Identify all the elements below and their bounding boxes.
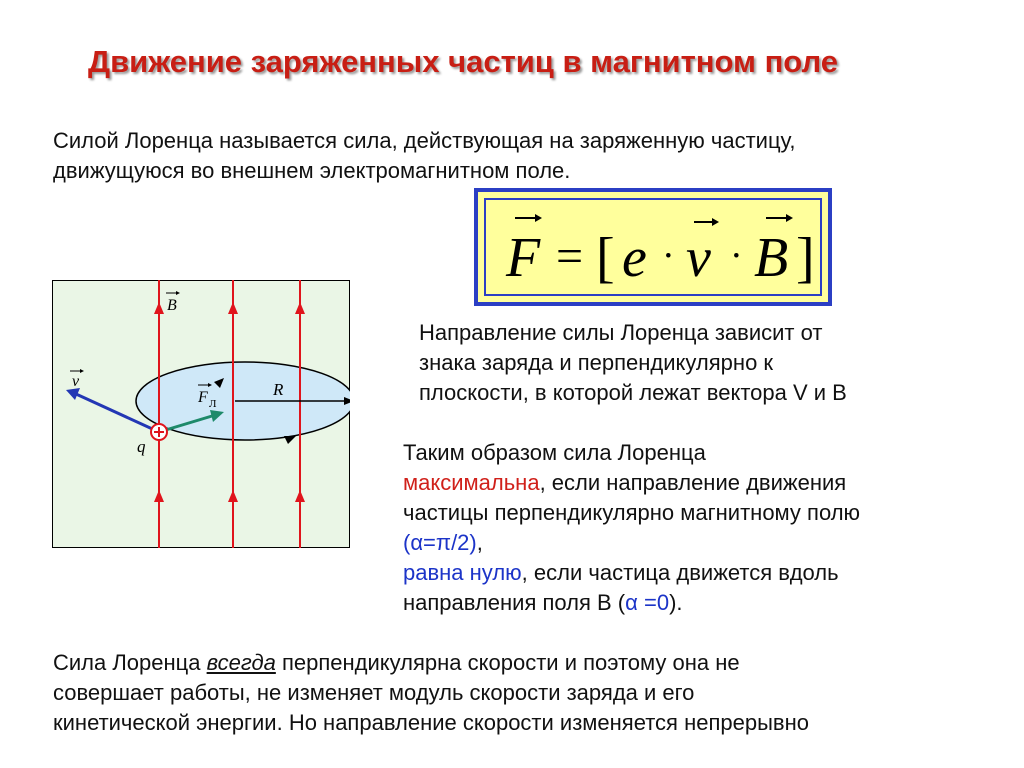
direction-line-1: Направление силы Лоренца зависит от xyxy=(419,320,823,345)
maximal-term: максимальна xyxy=(403,470,540,495)
formula-close-bracket: ] xyxy=(796,227,815,289)
label-v: v xyxy=(72,373,80,390)
label-F-subscript: Л xyxy=(209,398,217,410)
conclusion-line-6-start: направления поля В ( xyxy=(403,590,626,615)
label-B: B xyxy=(167,297,177,314)
conclusion-line-2 xyxy=(403,468,860,498)
direction-line-3: плоскости, в которой лежат вектора V и В xyxy=(419,380,847,405)
work-line-1-end: перпендикулярна скорости и поэтому она не xyxy=(275,650,740,675)
formula-equals: = xyxy=(556,230,584,283)
intro-line-1: Силой Лоренца называется сила, действующая на заряженную частицу, xyxy=(53,128,796,153)
angle-zero: α =0 xyxy=(625,590,670,615)
lorentz-diagram xyxy=(52,280,350,548)
direction-line-2: знака заряда и перпендикулярно к xyxy=(419,350,774,375)
conclusion-line-3: частицы перпендикулярно магнитному полю xyxy=(403,500,861,525)
conclusion-paragraph xyxy=(403,438,860,618)
formula-v: v xyxy=(686,227,711,289)
conclusion-line-2-rest: , если направление движения xyxy=(539,470,847,495)
formula-open-bracket: [ xyxy=(596,227,615,289)
conclusion-line-1: Таким образом сила Лоренца xyxy=(403,440,706,465)
formula-F: F xyxy=(506,227,541,289)
formula-box xyxy=(474,188,832,306)
direction-paragraph xyxy=(419,318,847,408)
page-title: Движение заряженных частиц в магнитном поле xyxy=(88,44,838,79)
conclusion-line-5-rest: , если частица движется вдоль xyxy=(521,560,839,585)
intro-paragraph xyxy=(53,126,795,186)
formula-dot-1: · xyxy=(662,235,675,277)
lorentz-formula xyxy=(478,192,828,302)
conclusion-line-4 xyxy=(403,528,860,558)
zero-term: равна нулю xyxy=(403,560,522,585)
always-term: всегда xyxy=(206,650,276,675)
formula-dot-2: · xyxy=(730,235,743,277)
conclusion-line-6 xyxy=(403,588,860,618)
label-F: F xyxy=(198,389,208,406)
work-line-3: кинетической энергии. Но направление скорости изменяется непрерывно xyxy=(53,710,809,735)
conclusion-line-5 xyxy=(403,558,860,588)
formula-e: e xyxy=(622,227,647,289)
work-line-2: совершает работы, не изменяет модуль скорости заряда и его xyxy=(53,680,695,705)
work-paragraph xyxy=(53,648,809,738)
conclusion-line-6-end: ). xyxy=(669,590,683,615)
angle-perpendicular: (α=π/2) xyxy=(403,530,477,555)
intro-line-2: движущуюся во внешнем электромагнитном поле. xyxy=(53,158,571,183)
angle-perpendicular-suffix: , xyxy=(476,530,483,555)
label-R: R xyxy=(273,380,284,399)
work-line-1-start: Сила Лоренца xyxy=(53,650,207,675)
label-q: q xyxy=(137,437,146,456)
work-line-1 xyxy=(53,648,809,678)
formula-B: B xyxy=(754,227,789,289)
